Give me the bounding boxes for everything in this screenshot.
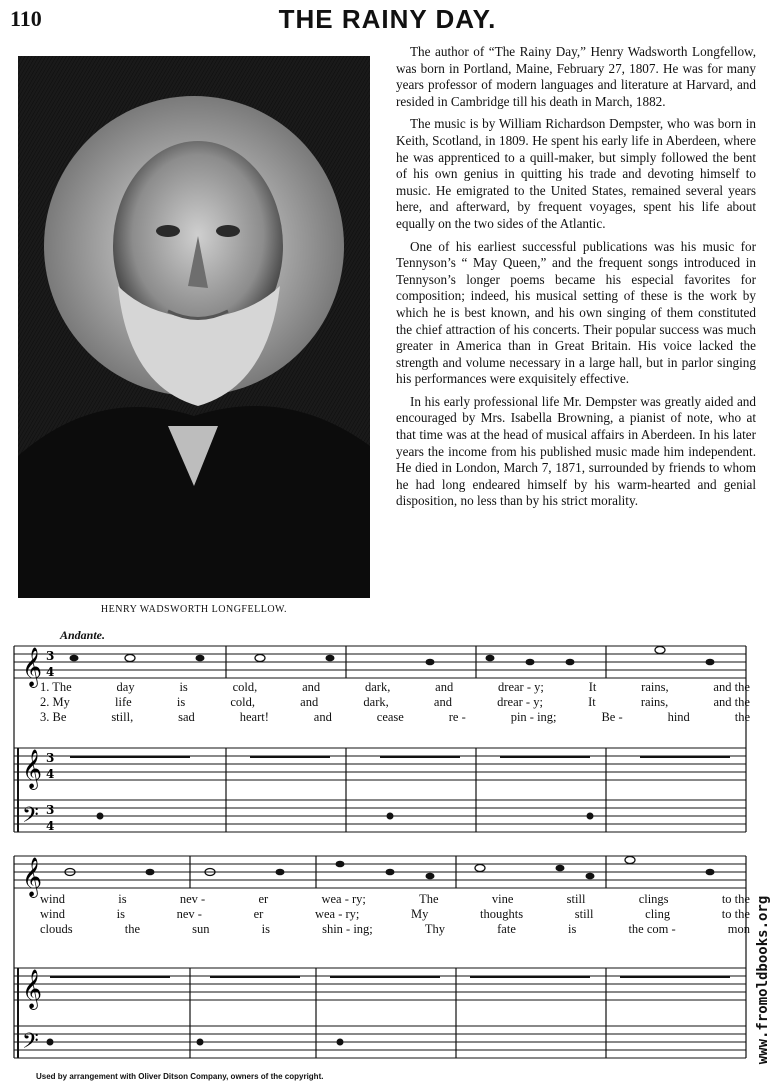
page-number: 110 bbox=[10, 6, 42, 31]
svg-text:𝄞: 𝄞 bbox=[22, 969, 43, 1009]
bass-piano-staff-2 bbox=[14, 1026, 746, 1058]
lyrics-verse-3-row-1: 3. Be still, sad heart! and cease re - pin - ing; Be - hind the bbox=[40, 710, 750, 724]
page-title: THE RAINY DAY. bbox=[278, 4, 497, 34]
vocal-staff-2 bbox=[14, 856, 746, 888]
copyright-footnote: Used by arrangement with Oliver Ditson Company, owners of the copyright. bbox=[36, 1072, 324, 1081]
svg-text:3: 3 bbox=[46, 649, 55, 663]
portrait-caption: HENRY WADSWORTH LONGFELLOW. bbox=[100, 604, 288, 615]
watermark: www.fromoldbooks.org bbox=[754, 895, 771, 1065]
lyrics-verse-2-row-1: 2. My life is cold, and dark, and drear - y; It rains, and the bbox=[40, 695, 750, 709]
portrait-engraving bbox=[18, 56, 370, 598]
music-system-1 bbox=[10, 636, 750, 836]
svg-text:3: 3 bbox=[46, 803, 55, 817]
tempo-marking: Andante. bbox=[60, 628, 106, 642]
svg-text:4: 4 bbox=[46, 819, 55, 833]
lyrics-verse-1-row-1: 1. The day is cold, and dark, and drear - y; It rains, and the bbox=[40, 680, 750, 694]
svg-text:3: 3 bbox=[46, 751, 55, 765]
svg-text:𝄞: 𝄞 bbox=[22, 857, 43, 897]
vocal-staff bbox=[14, 646, 746, 678]
treble-piano-staff-2 bbox=[14, 968, 746, 1000]
music-system-2 bbox=[10, 846, 750, 1066]
lyrics-verse-1-row-2: wind is nev - er wea - ry; The vine still clings to the bbox=[40, 892, 750, 906]
article-paragraph: One of his earliest successful publications was his music for Tennyson’s “ May Queen,” and the frequent songs introduced in Tennyson’s longer poems became his especial favorites for composition; indeed, his musical setting of these is the work by which he is best known, and his own singing of them constituted the chief attraction of his concerts. Their popular success was much greater in America than in Great Britain. His voice lacked the strength and volume necessary in a large hall, but in parlor singing his performances were exquisitely effective. bbox=[396, 238, 756, 387]
article-paragraph: The author of “The Rainy Day,” Henry Wadsworth Longfellow, was born in Portland, Maine, February 27, 1807. He was for many years professor of modern languages and literature at Harvard, and resided in Cambridge till his death in March, 1882. bbox=[396, 44, 756, 109]
svg-text:4: 4 bbox=[46, 665, 55, 679]
lyrics-verse-2-row-2: wind is nev - er wea - ry; My thoughts still cling to the bbox=[40, 907, 750, 921]
bass-piano-staff bbox=[14, 800, 746, 832]
treble-piano-staff bbox=[14, 748, 746, 780]
article-paragraph: In his early professional life Mr. Dempster was greatly aided and encouraged by Mrs. Isabella Browning, a pianist of note, who at that time was at the head of musical affairs in Aberdeen. In his later years the income from his published music made him independent. He died in London, March 7, 1871, surrounded by friends to whom he had long endeared himself by his warm-hearted and genial disposition, no less than by his strict morality. bbox=[396, 393, 756, 509]
svg-text:𝄢: 𝄢 bbox=[22, 803, 39, 833]
lyrics-verse-3-row-2: clouds the sun is shin - ing; Thy fate is the com - mon bbox=[40, 922, 750, 936]
svg-text:𝄢: 𝄢 bbox=[22, 1029, 39, 1059]
article-text bbox=[396, 44, 756, 516]
svg-text:𝄞: 𝄞 bbox=[22, 647, 43, 687]
article-paragraph: The music is by William Richardson Dempster, who was born in Keith, Scotland, in 1809. He spent his early life in Aberdeen, where he was apprenticed to a quill-maker, but simply followed the bent of his own genius in quitting his trade and devoting himself to music. He emigrated to the United States, remained several years here, and afterward, by frequent voyages, spent his life about equally on the two sides of the Atlantic. bbox=[396, 116, 756, 231]
svg-text:4: 4 bbox=[46, 767, 55, 781]
svg-text:𝄞: 𝄞 bbox=[22, 749, 43, 789]
